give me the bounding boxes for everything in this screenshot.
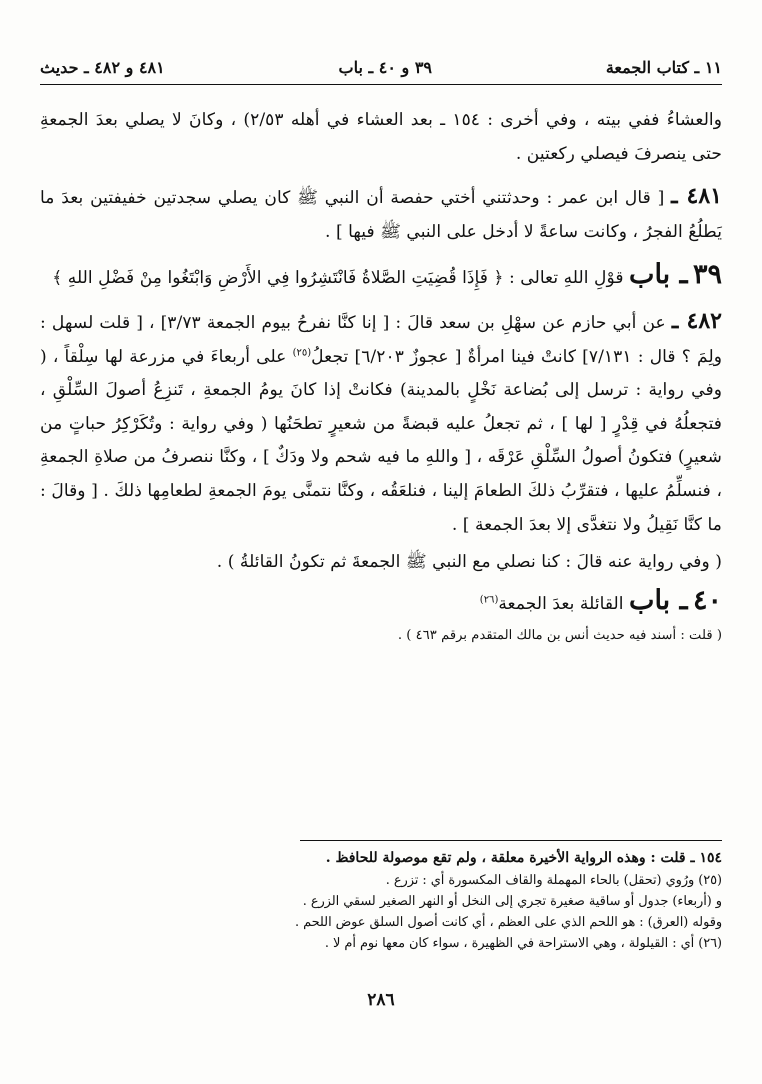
footnotes [40, 846, 722, 954]
footnote-25-arq: وقوله (العرق) : هو اللحم الذي على العظم ، أي كانت أصول السلق عوض اللحم . [295, 915, 722, 930]
header-hadith-range: ٤٨١ و ٤٨٢ ـ حديث [40, 57, 165, 77]
chapter-39-bab: ـ باب [629, 259, 688, 291]
footnote-rule [300, 840, 722, 841]
hadith-481-text: [ قال ابن عمر : وحدثتني أختي حفصة أن النبي ﷺ كان يصلي سجدتين خفيفتين بعدَ ما يَطلُعُ الفجرُ ، وكانت ساعةً لا أدخل على النبي ﷺ فيها ] . [40, 188, 722, 242]
page-number: ٢٨٦ [367, 990, 395, 1010]
hadith-481 [40, 180, 722, 249]
footnote-25: (٢٥) ورُوي (تحقل) بالحاء المهملة والقاف المكسورة أي : تزرع . [385, 873, 722, 888]
footnote-25-arbiaa: و (أربعاء) جدول أو ساقية صغيرة تجري إلى النخل أو النهر الصغير لسقي الزرع . [302, 894, 722, 909]
hadith-481-number: ٤٨١ ـ [671, 183, 722, 210]
footnote-25-ref: (٢٥) [292, 346, 312, 358]
intro-paragraph: والعشاءُ ففي بيته ، وفي أخرى : ١٥٤ ـ بعد العشاء في أهله ٢/٥٣) ، وكانَ لا يصلي بعدَ الجمعةِ حتى ينصرفَ فيصلي ركعتين . [40, 110, 723, 164]
hadith-482-text-part2: على أربعاءَ في مزرعة لها سِلْقاً ، ( وفي رواية : ترسل إلى بُضاعة نَخْلٍ بالمدينة) فكانتْ إذا كانَ يومُ الجمعةِ ، تَنزِعُ أصولَ السِّلْقِ ، فتجعلُهُ في قِدْرٍ [ لها ] ، ثم تجعلُ عليه قبضةً من شعيرٍ تطحَنُها ( وفي رواية : وتُكَرْكِرُ حباتٍ من شعيرٍ) فتكونُ أصولُ السِّلْقِ عَرْقَه ، [ واللهِ ما فيه شحم ولا ودَكٌ ] ، وكنَّا ننصرفُ من صلاةِ الجمعةِ ، فنسلِّمُ عليها ، فتقرِّبُ ذلكَ الطعامَ إلينا ، فنلعَقُه ، وكنَّا نتمنَّى يومَ الجمعةِ لطعامِها ذلكَ . [ وقالَ : ما كنَّا نَقِيلُ ولا نتغدَّى إلا بعدَ الجمعة ] . [40, 346, 722, 535]
main-text [40, 104, 722, 829]
header-book-title: ١١ ـ كتاب الجمعة [605, 57, 722, 77]
footnote-154: ١٥٤ ـ قلت : وهذه الرواية الأخيرة معلقة ، ولم تقع موصولة للحافظ . [325, 850, 722, 866]
chapter-40-heading [40, 584, 722, 622]
footnote-26-ref: (٢٦) [479, 593, 499, 605]
header-chapter-range: ٣٩ و ٤٠ ـ باب [338, 57, 433, 77]
hadith-482-text-part1: عن أبي حازم عن سهْلِ بن سعد قالَ : [ إنا كنَّا نفرحُ بيوم الجمعة ٣/٧٣] ، [ قلت لسهل : ولِمَ ؟ قال : ٧/١٣١] كانتْ فينا امرأةٌ [ عجوزٌ ٦/٢٠٣] تجعلُ [40, 312, 723, 367]
chapter-39-heading [40, 258, 722, 296]
chapter-39-number: ٣٩ [692, 259, 722, 291]
editor-note: ( قلت : أسند فيه حديث أنس بن مالك المتقدم برقم ٤٦٣ ) . [397, 628, 722, 644]
hadith-482-number: ٤٨٢ ـ [671, 307, 722, 334]
running-header [40, 54, 722, 80]
chapter-40-number: ٤٠ [692, 584, 722, 616]
header-rule [40, 84, 722, 85]
chapter-40-title: القائلة بعدَ الجمعة [498, 593, 624, 614]
hadith-482-variant: ( وفي رواية عنه قالَ : كنا نصلي مع النبي ﷺ الجمعةَ ثم تكونُ القائلةُ ) . [216, 552, 722, 573]
footnote-26: (٢٦) أي : القيلولة ، وهي الاستراحة في الظهيرة ، سواء كان معها نوم أم لا . [324, 936, 722, 951]
hadith-482 [40, 305, 722, 542]
chapter-40-bab: ـ باب [629, 584, 688, 616]
chapter-39-title: قوْلِ اللهِ تعالى : ﴿ فَإِذَا قُضِيَتِ الصَّلاةُ فَانْتَشِرُوا فِي الأَرْضِ وَابْتَغُوا مِنْ فَضْلِ اللهِ ﴾ [52, 268, 624, 289]
